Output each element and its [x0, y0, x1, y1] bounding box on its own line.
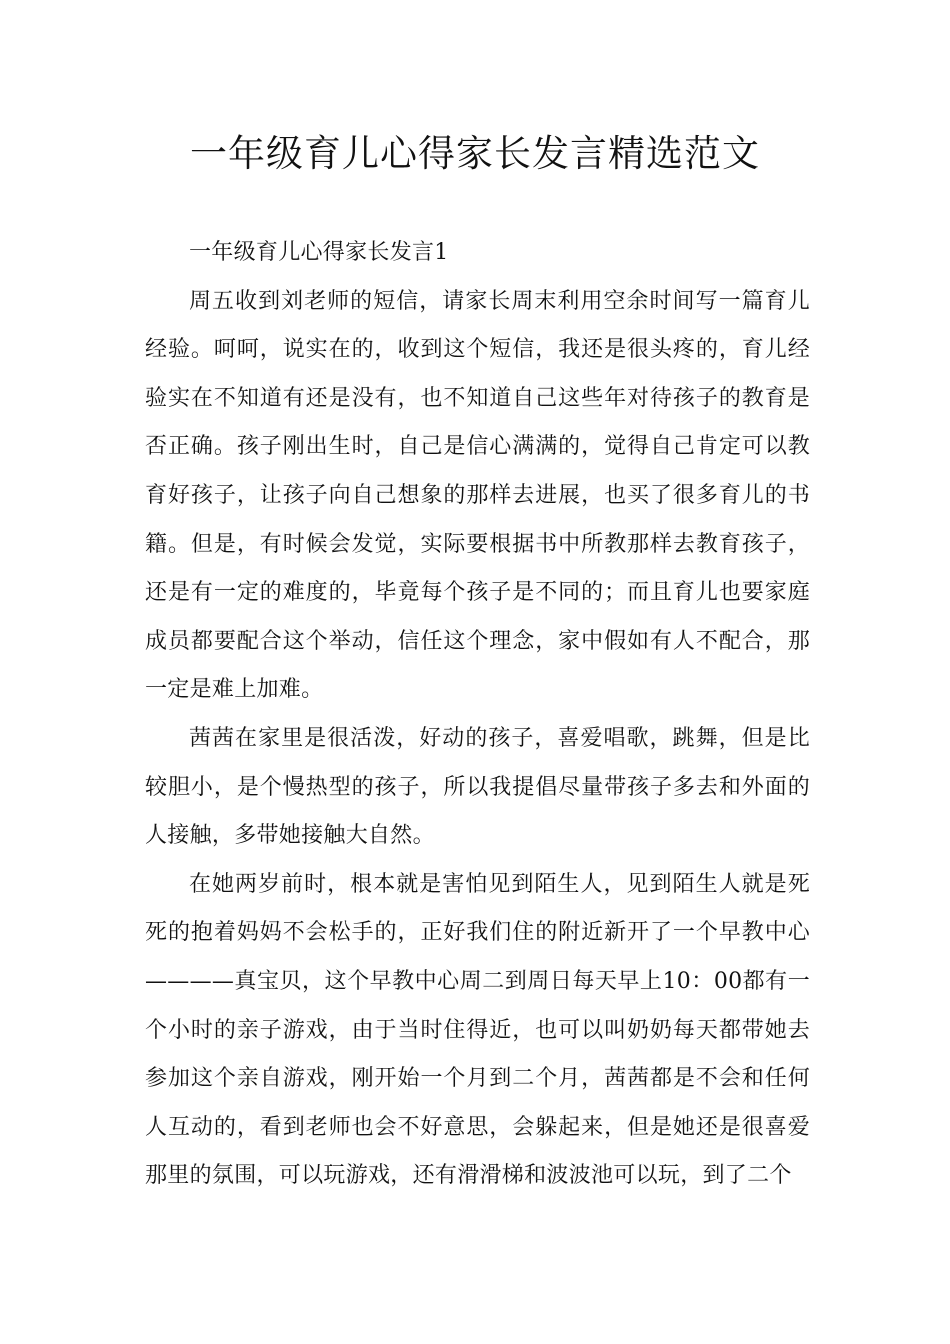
- paragraph-2: 茜茜在家里是很活泼，好动的孩子，喜爱唱歌，跳舞，但是比较胆小，是个慢热型的孩子，所以我提倡尽量带孩子多去和外面的人接触，多带她接触大自然。: [145, 725, 810, 849]
- document-body: [145, 229, 810, 1201]
- document-title: 一年级育儿心得家长发言精选范文: [190, 132, 760, 175]
- paragraph-1: 周五收到刘老师的短信，请家长周末利用空余时间写一篇育儿经验。呵呵，说实在的，收到这个短信，我还是很头疼的，育儿经验实在不知道有还是没有，也不知道自己这些年对待孩子的教育是否正确。孩子刚出生时，自己是信心满满的，觉得自己肯定可以教育好孩子，让孩子向自己想象的那样去进展，也买了很多育儿的书籍。但是，有时候会发觉，实际要根据书中所教那样去教育孩子，还是有一定的难度的，毕竟每个孩子是不同的；而且育儿也要家庭成员都要配合这个举动，信任这个理念，家中假如有人不配合，那一定是难上加难。: [145, 288, 810, 703]
- section-heading: 一年级育儿心得家长发言1: [189, 240, 449, 265]
- paragraph-3: 在她两岁前时，根本就是害怕见到陌生人，见到陌生人就是死死的抱着妈妈不会松手的，正好我们住的附近新开了一个早教中心————真宝贝，这个早教中心周二到周日每天早上10：00都有一个小时的亲子游戏，由于当时住得近，也可以叫奶奶每天都带她去参加这个亲自游戏，刚开始一个月到二个月，茜茜都是不会和任何人互动的，看到老师也会不好意思，会躲起来，但是她还是很喜爱那里的氛围，可以玩游戏，还有滑滑梯和波波池可以玩，到了二个: [145, 871, 810, 1189]
